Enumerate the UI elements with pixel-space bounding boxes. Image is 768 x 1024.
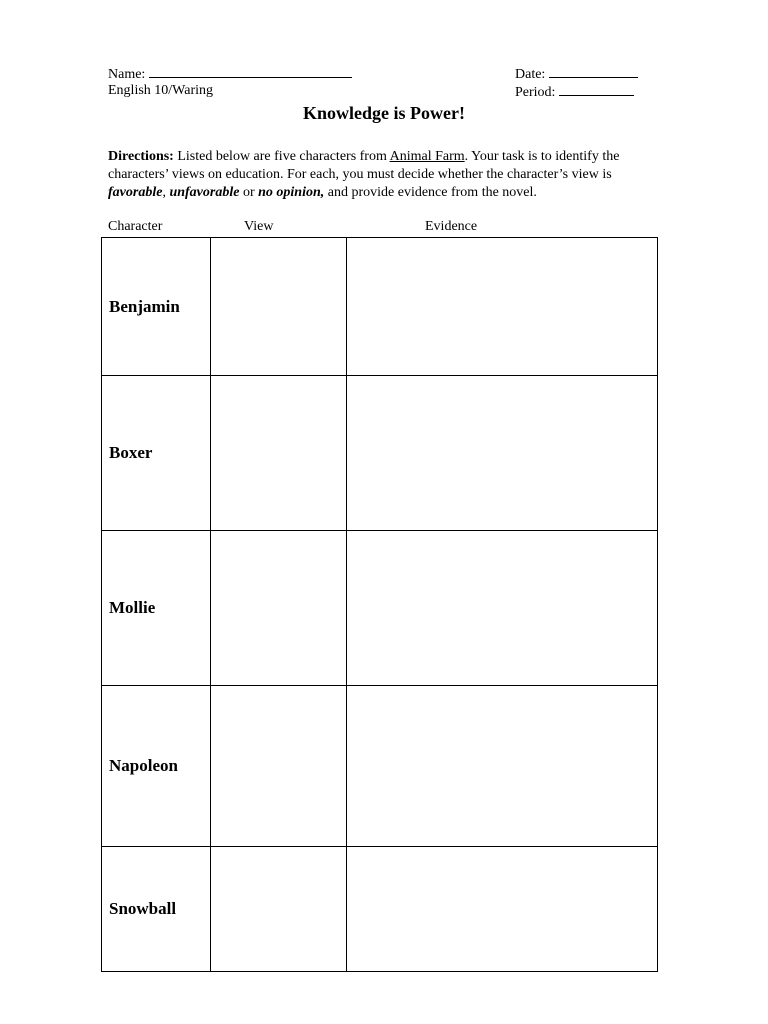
table-row [102, 376, 658, 531]
date-blank-line[interactable] [549, 65, 638, 78]
page-title: Knowledge is Power! [303, 103, 465, 123]
table-row [102, 238, 658, 376]
directions-paragraph [108, 148, 658, 202]
directions-label: Directions: [108, 149, 174, 164]
column-header-character: Character [108, 219, 163, 234]
period-blank-line[interactable] [559, 83, 634, 96]
character-cell: Benjamin [102, 238, 211, 376]
character-cell: Boxer [102, 376, 211, 531]
separator-2: or [239, 185, 259, 200]
view-cell[interactable] [211, 686, 347, 847]
character-cell: Napoleon [102, 686, 211, 847]
period-field[interactable] [515, 83, 634, 101]
table-row [102, 686, 658, 847]
view-cell[interactable] [211, 531, 347, 686]
column-header-view: View [244, 219, 274, 234]
date-field[interactable] [515, 65, 638, 83]
evidence-cell[interactable] [347, 847, 658, 972]
character-cell: Mollie [102, 531, 211, 686]
option-favorable: favorable [108, 185, 163, 200]
option-no-opinion: no opinion, [258, 185, 325, 200]
book-title: Animal Farm [389, 149, 465, 164]
table-row [102, 531, 658, 686]
evidence-cell[interactable] [347, 531, 658, 686]
class-label: English 10/Waring [108, 83, 214, 98]
directions-text-3: and provide evidence from the novel. [324, 185, 537, 200]
date-label: Date: [515, 67, 546, 82]
evidence-cell[interactable] [347, 686, 658, 847]
table-row [102, 847, 658, 972]
worksheet-table [101, 237, 658, 972]
directions-text-2: . Your task is to identify the characters’ views on education. For each, you must decide whether the character’s view is [108, 149, 620, 182]
option-unfavorable: unfavorable [169, 185, 240, 200]
name-blank-line[interactable] [149, 65, 352, 78]
name-label: Name: [108, 67, 146, 82]
period-label: Period: [515, 85, 556, 100]
view-cell[interactable] [211, 376, 347, 531]
evidence-cell[interactable] [347, 376, 658, 531]
name-field[interactable] [108, 65, 352, 83]
directions-text-1: Listed below are five characters from [173, 149, 390, 164]
column-header-evidence: Evidence [425, 219, 478, 234]
evidence-cell[interactable] [347, 238, 658, 376]
view-cell[interactable] [211, 847, 347, 972]
view-cell[interactable] [211, 238, 347, 376]
separator-1: , [162, 185, 170, 200]
character-cell: Snowball [102, 847, 211, 972]
